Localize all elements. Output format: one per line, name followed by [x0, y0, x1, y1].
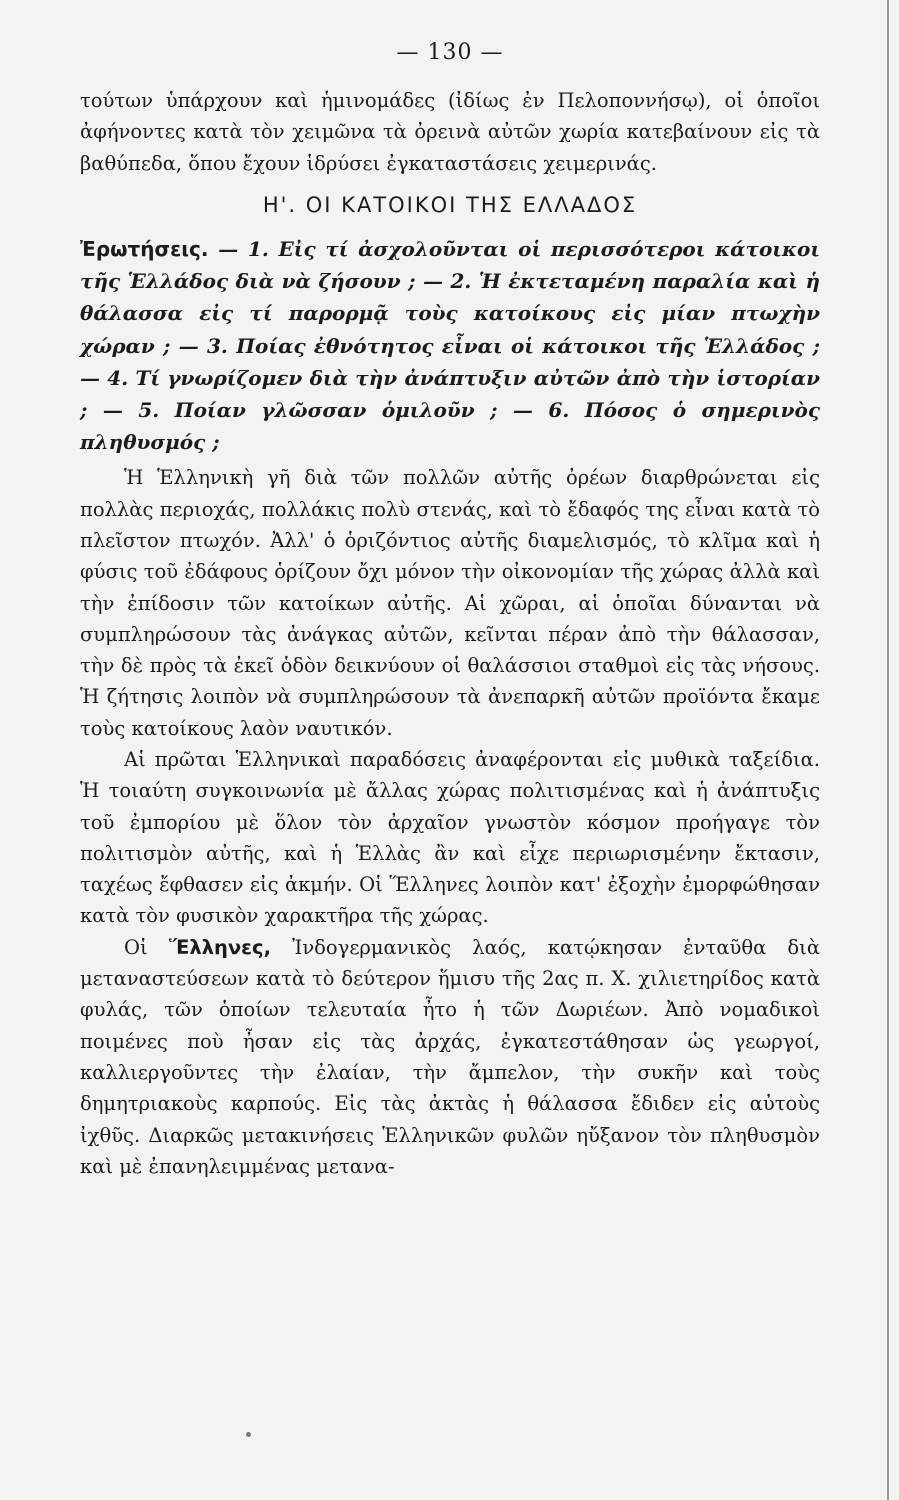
- page-number: — 130 —: [396, 40, 504, 65]
- intro-paragraph: τούτων ὑπάρχουν καὶ ἡμινομάδες (ἰδίως ἐν Πελοποννήσῳ), οἱ ὁποῖοι ἀφήνοντες κατὰ τὸν χειμῶνα τὰ ὀρεινὰ αὐτῶν χωρία κατεβαίνουν εἰς τὰ βαθύπεδα, ὅπου ἔχουν ἱδρύσει ἐγκαταστάσεις χειμερινάς.: [80, 89, 820, 175]
- paragraph-1: Ἡ Ἑλληνικὴ γῆ διὰ τῶν πολλῶν αὐτῆς ὀρέων διαρθρώνεται εἰς πολλὰς περιοχάς, πολλάκις πολὺ στενάς, καὶ τὸ ἔδαφός της εἶναι κατὰ τὸ πλεῖστον πτωχόν. Ἀλλ' ὁ ὁριζόντιος αὐτῆς διαμελισμός, τὸ κλῖμα καὶ ἡ φύσις τοῦ ἐδάφους ὁρίζουν ὄχι μόνον τὴν οἰκονομίαν τῆς χώρας ἀλλὰ καὶ τὴν ἐπίδοσιν τῶν κατοίκων αὐτῆς. Αἱ χῶραι, αἱ ὁποῖαι δύνανται νὰ συμπληρώσουν τὰς ἀνάγκας αὐτῶν, κεῖνται πέραν ἀπὸ τὴν θάλασσαν, τὴν δὲ πρὸς τὰ ἐκεῖ ὁδὸν δεικνύουν οἱ θαλάσσιοι σταθμοὶ εἰς τὰς νήσους. Ἡ ζήτησις λοιπὸν νὰ συμπληρώσουν τὰ ἀνεπαρκῆ αὐτῶν προϊόντα ἔκαμε τοὺς κατοίκους λαὸν ναυτικόν.: [80, 466, 820, 740]
- paragraph-3-bold: Ἕλληνες,: [168, 935, 271, 959]
- questions-text: — 1. Εἰς τί ἀσχολοῦνται οἱ περισσότεροι κάτοικοι τῆς Ἑλλάδος διὰ νὰ ζήσουν ; — 2. Ἡ ἐκτεταμένη παραλία καὶ ἡ θάλασσα εἰς τί παρορμᾷ τοὺς κατοίκους εἰς μίαν πτωχὴν χώραν ; — 3. Ποίας ἐθνότητος εἶναι οἱ κάτοικοι τῆς Ἑλλάδος ; — 4. Τί γνωρίζομεν διὰ τὴν ἀνάπτυξιν αὐτῶν ἀπὸ τὴν ἱστορίαν ; — 5. Ποίαν γλῶσσαν ὁμιλοῦν ; — 6. Πόσος ὁ σημερινὸς πληθυσμός ;: [80, 236, 820, 455]
- paragraph-2: Αἱ πρῶται Ἑλληνικαὶ παραδόσεις ἀναφέρονται εἰς μυθικὰ ταξείδια. Ἡ τοιαύτη συγκοινωνία μὲ ἄλλας χώρας πολιτισμένας καὶ ἡ ἀνάπτυξις τοῦ ἐμπορίου μὲ ὅλον τὸν ἀρχαῖον γνωστὸν κόσμον προήγαγε τὸν πολιτισμὸν αὐτῆς, καὶ ἡ Ἑλλὰς ἂν καὶ εἶχε περιωρισμένην ἔκτασιν, ταχέως ἔφθασεν εἰς ἀκμήν. Οἱ Ἕλληνες λοιπὸν κατ' ἐξοχὴν ἐμορφώθησαν κατὰ τὸν φυσικὸν χαρακτῆρα τῆς χώρας.: [80, 747, 820, 928]
- book-page: [80, 40, 820, 1182]
- section-heading: Η'. ΟΙ ΚΑΤΟΙΚΟΙ ΤΗΣ ΕΛΛΑΔΟΣ: [262, 192, 638, 217]
- ink-dot: [246, 1432, 251, 1437]
- paragraph-3-prefix: Οἱ: [124, 935, 148, 959]
- questions-label: Ἐρωτήσεις.: [80, 236, 209, 261]
- paragraph-3-rest: Ἰνδογερμανικὸς λαός, κατῴκησαν ἐνταῦθα διὰ μεταναστεύσεων κατὰ τὸ δεύτερον ἥμισυ τῆς 2ας π. Χ. χιλιετηρίδος κατὰ φυλάς, τῶν ὁποίων τελευταία ἦτο ἡ τῶν Δωριέων. Ἀπὸ νομαδικοὶ ποιμένες ποὺ ἦσαν εἰς τὰς ἀρχάς, ἐγκατεστάθησαν ὡς γεωργοί, καλλιεργοῦντες τὴν ἐλαίαν, τὴν ἄμπελον, τὴν συκῆν καὶ τοὺς δημητριακοὺς καρπούς. Εἰς τὰς ἀκτὰς ἡ θάλασσα ἔδιδεν εἰς αὐτοὺς ἰχθῦς. Διαρκῶς μετακινήσεις Ἑλληνικῶν φυλῶν ηὔξανον τὸν πληθυσμὸν καὶ μὲ ἐπανηλειμμένας μετανα-: [80, 935, 820, 1178]
- page-edge-line: [887, 0, 889, 1500]
- questions-block: [80, 233, 820, 458]
- paragraph-3: [80, 932, 820, 1182]
